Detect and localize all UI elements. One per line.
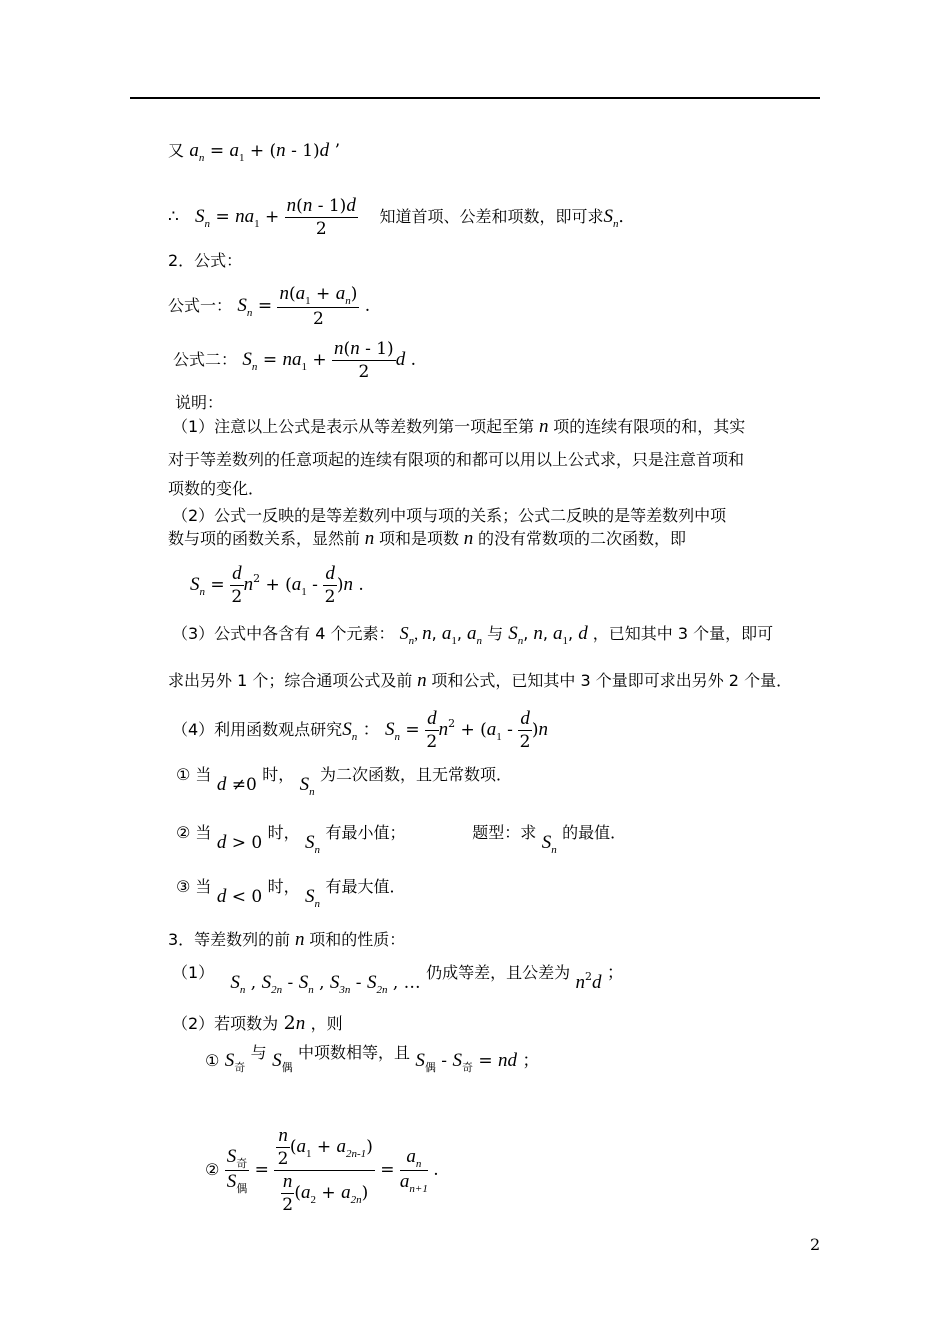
- explain-label: 说明：: [175, 393, 224, 412]
- page-number: 2: [810, 1235, 821, 1254]
- line-sn: ∴ $S_n = na_1$ + $\frac{n(n - 1)d}{2}$ 知道首项、公差和项数，即可求$S_n$．: [168, 195, 636, 239]
- fraction: $\frac{d}{2}$: [231, 563, 243, 607]
- fraction: $\frac{d}{2}$: [519, 708, 531, 752]
- note-3-line-1: （3）公式中各含有 4 个元素： $S_n$, n, $a_1$, $a_n$ 与 $S_n$, n, $a_1$, d ，已知其中 3 个量，即可: [172, 623, 774, 647]
- quadratic-form: $S_n$ = $\frac{d}{2}$ $n^2 + (a_1$ - $\frac{d}{2}$ )n .: [190, 563, 364, 607]
- line-an: 又 $a_n = a_1 + (n - 1)d$ ’: [168, 140, 340, 164]
- case-3: ③ 当 d < 0 时， $S_n$ 有最大值．: [176, 877, 406, 910]
- header-rule: [130, 97, 820, 99]
- fraction: $S_奇$ $S_偶$: [226, 1146, 248, 1195]
- property-2: （2）若项数为 2n ，则: [172, 1012, 343, 1034]
- note-2-line-2: 数与项的函数关系，显然前 n 项和是项数 n 的没有常数项的二次函数，即: [168, 528, 687, 549]
- note-1-line-1: （1）注意以上公式是表示从等差数列第一项起至第 n 项的连续有限项的和，其实: [172, 416, 746, 437]
- fraction: $\frac{d}{2}$: [324, 563, 336, 607]
- note-3-line-2: 求出另外 1 个；综合通项公式及前 n 项和公式，已知其中 3 个量即可求出另外 2 个量．: [168, 670, 793, 691]
- note-1-line-2: 对于等差数列的任意项起的连续有限项的和都可以用以上公式求，只是注意首项和: [168, 450, 745, 469]
- fraction: $\frac{a_n}{a_{n+1}}$: [399, 1146, 428, 1195]
- case-1: ① 当 d ≠0 时， $S_n$ 为二次函数，且无常数项．: [176, 765, 513, 798]
- heading-2: 2．公式：: [168, 251, 243, 270]
- fraction: $\frac{n(n - 1)d}{2}$: [286, 195, 356, 239]
- note-4: （4）利用函数观点研究$S_n$ ： $S_n$ = $\frac{d}{2}$ $n^2 + (a_1$ - $\frac{d}{2}$ )n: [172, 708, 548, 752]
- case-2: ② 当 d > 0 时， $S_n$ 有最小值； 题型：求 $S_n$ 的最值．: [176, 823, 627, 856]
- property-2-item-1: ① $S_奇$ 与 $S_偶$ 中项数相等，且 $S_偶 - S_奇$ = nd ；: [205, 1043, 540, 1074]
- note-2-line-1: （2）公式一反映的是等差数列中项与项的关系；公式二反映的是等差数列中项: [172, 506, 727, 525]
- fraction: $\frac{d}{2}$: [426, 708, 438, 752]
- formula-1: 公式一： $S_n$ = $\frac{n(a_1 + a_n)}{2}$ .: [168, 283, 371, 329]
- property-1: （1） $S_n$ , $S_{2n} - S_n$ , $S_{3n} - S_{2n}$ , … 仍成等差，且公差为 $n^2d$ ；: [172, 963, 624, 996]
- fraction: $\frac{n(a_1 + a_n)}{2}$: [279, 283, 358, 329]
- heading-3: 3．等差数列的前 n 项和的性质：: [168, 929, 406, 950]
- note-1-line-3: 项数的变化．: [168, 479, 265, 498]
- fraction: $\frac{n(n - 1)}{2}$: [334, 338, 394, 382]
- formula-2: 公式二： $S_n = na_1$ + $\frac{n(n - 1)}{2}$ d .: [173, 338, 416, 382]
- property-2-item-2: ② $S_奇$ $S_偶$ = $\frac{n}{2}$ $(a_1 + a_{2n-1})$ $\frac{n}{2}$ $(a_2 + a_{2n})$ = $\frac{a_n}{a_{n+1}}$ .: [205, 1125, 439, 1215]
- fraction: $\frac{n}{2}$ $(a_1 + a_{2n-1})$ $\frac{n}{2}$ $(a_2 + a_{2n})$: [274, 1125, 375, 1216]
